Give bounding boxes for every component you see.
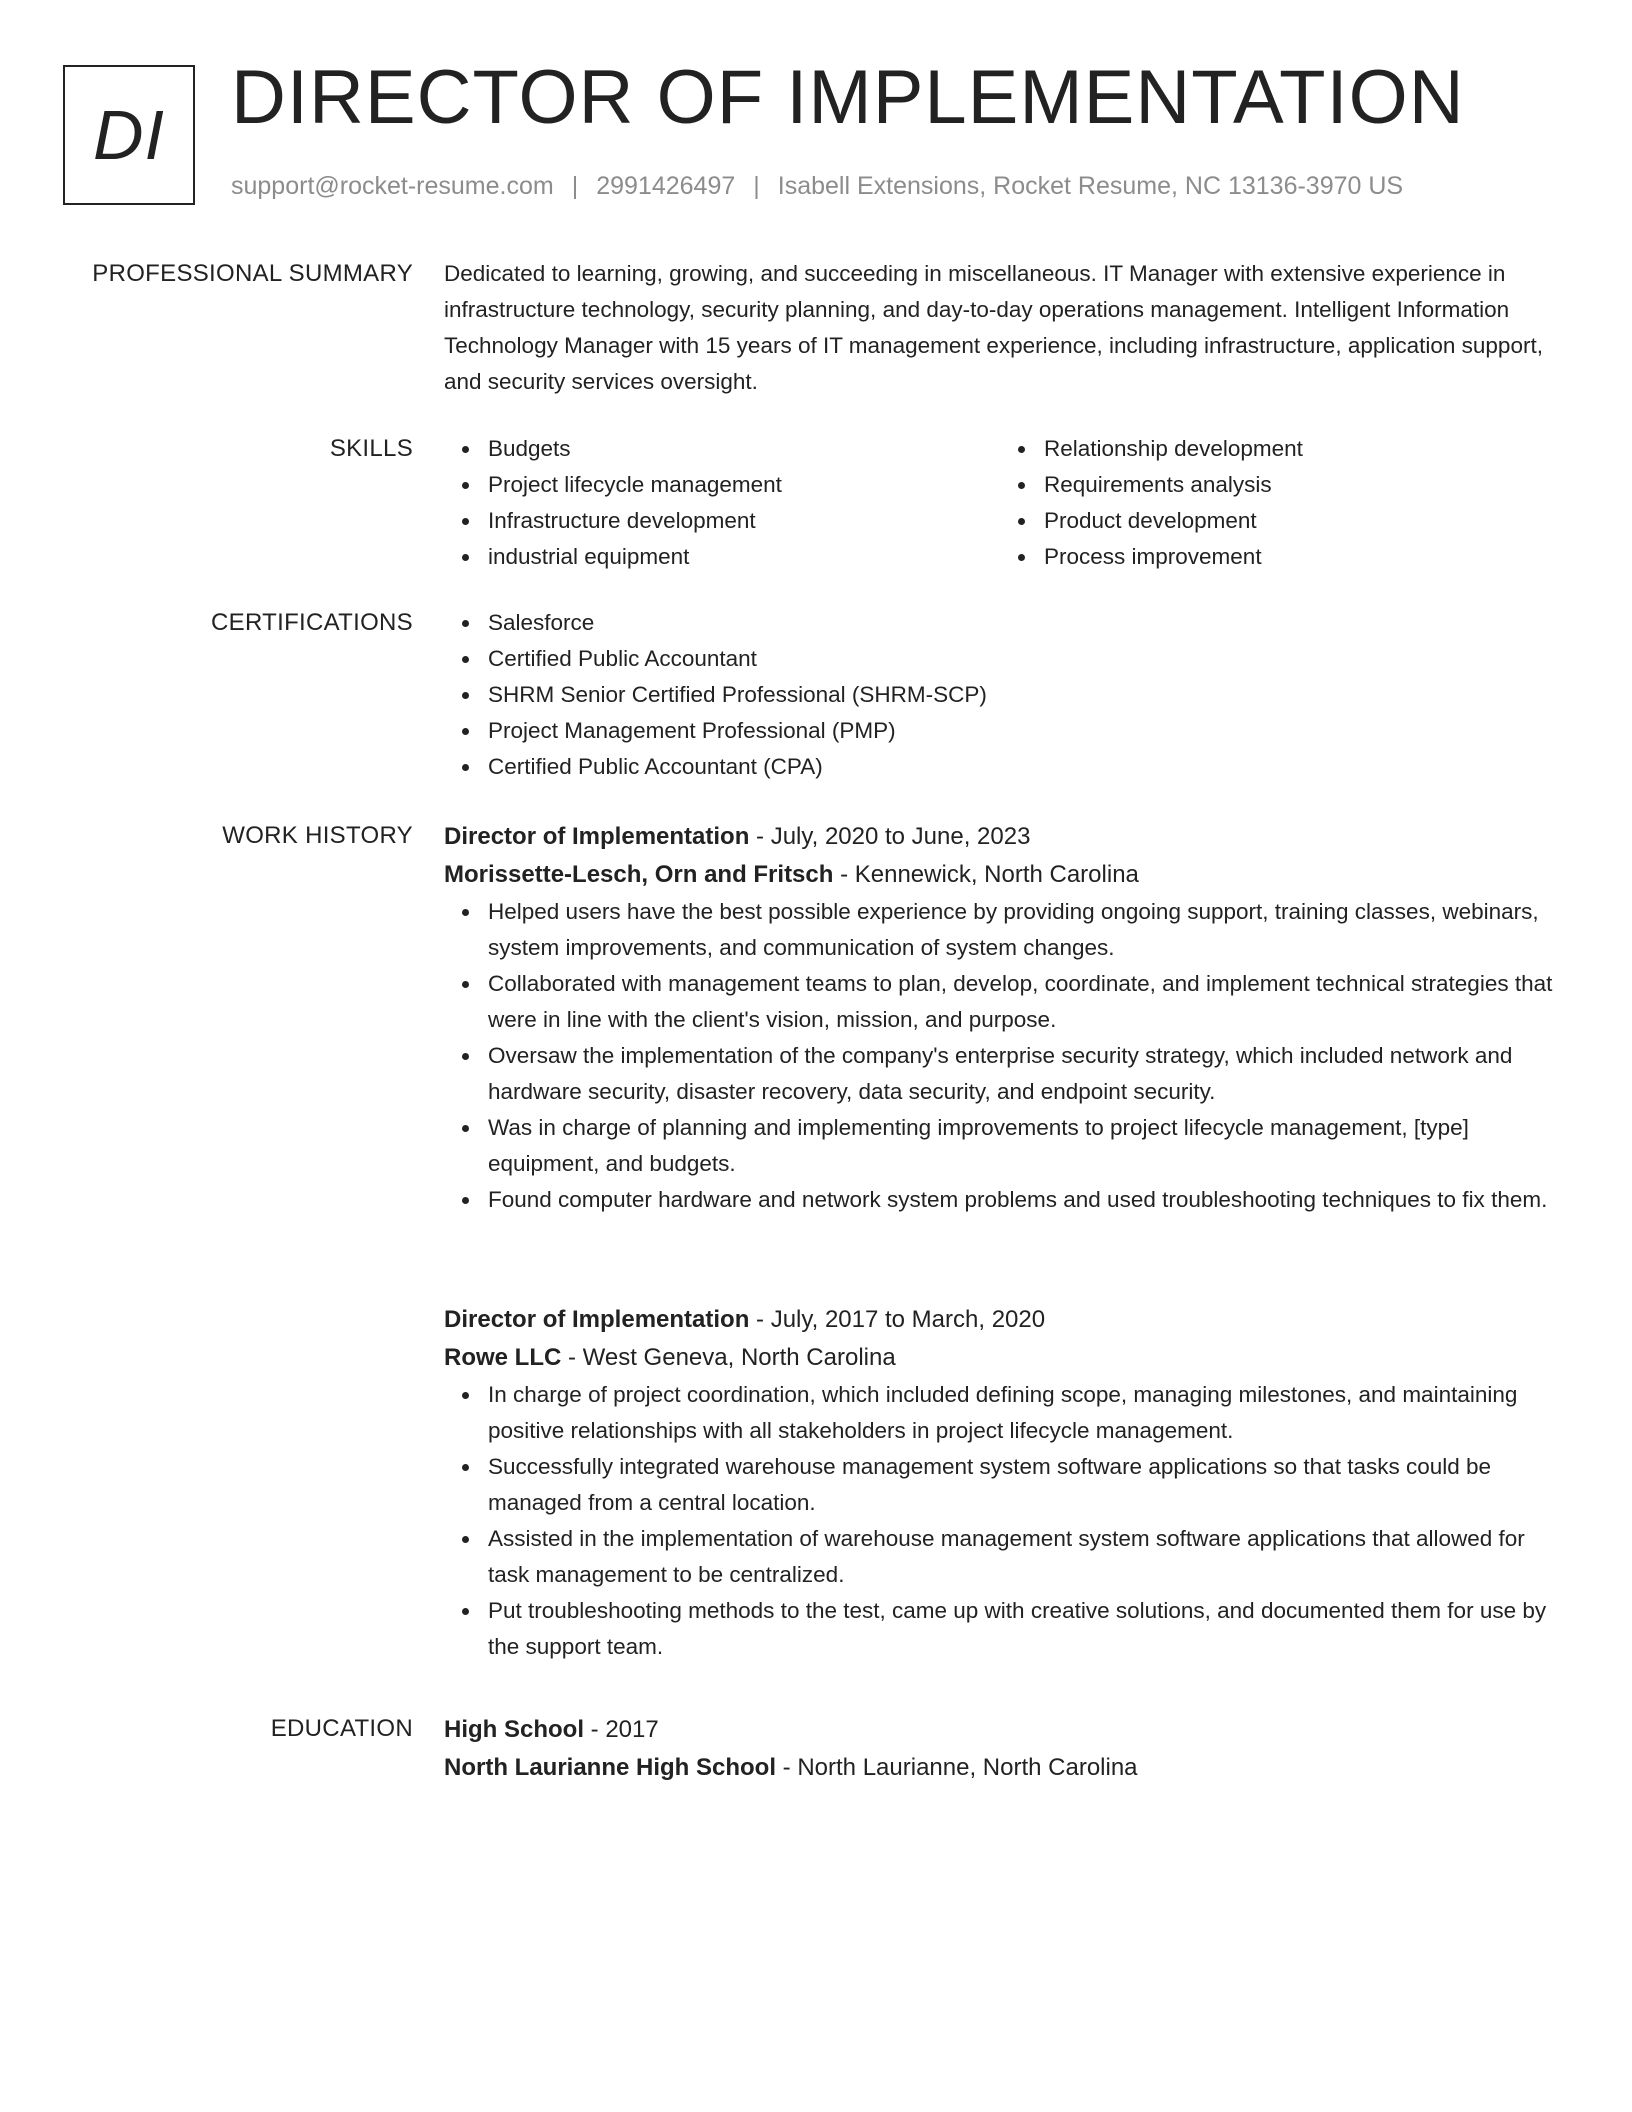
work-history-content: [444, 818, 1556, 1218]
job-bullet: Put troubleshooting methods to the test, came up with creative solutions, and documented them for use by the support team.: [488, 1593, 1556, 1665]
page-title: DIRECTOR OF IMPLEMENTATION: [231, 55, 1465, 140]
contact-address: Isabell Extensions, Rocket Resume, NC 13136-3970 US: [777, 172, 1404, 200]
job-dates: - July, 2017 to March, 2020: [749, 1306, 1046, 1333]
work-history-content-2: [444, 1301, 1556, 1665]
certification-item: Certified Public Accountant: [488, 641, 1556, 677]
education-degree-line: [444, 1711, 1556, 1749]
section-label-education: EDUCATION: [270, 1715, 413, 1742]
skills-list-right: [1000, 431, 1556, 575]
job-bullet: Successfully integrated warehouse management system software applications so that tasks could be managed from a central location.: [488, 1449, 1556, 1521]
skill-item: Product development: [1044, 503, 1556, 539]
job-location: - West Geneva, North Carolina: [561, 1344, 896, 1371]
job-company-line: [444, 856, 1556, 894]
contact-line: [231, 172, 1403, 201]
contact-email: support@rocket-resume.com: [231, 172, 554, 200]
contact-separator: |: [571, 172, 579, 200]
section-label-certifications: CERTIFICATIONS: [211, 609, 413, 636]
skill-item: Process improvement: [1044, 539, 1556, 575]
skill-item: Infrastructure development: [488, 503, 1000, 539]
job-bullet: Found computer hardware and network system problems and used troubleshooting techniques to fix them.: [488, 1182, 1556, 1218]
contact-separator: |: [753, 172, 760, 200]
job-bullet: Assisted in the implementation of warehouse management system software applications that allowed for task management to be centralized.: [488, 1521, 1556, 1593]
job-title-line: [444, 818, 1556, 856]
skill-item: industrial equipment: [488, 539, 1000, 575]
skill-item: Relationship development: [1044, 431, 1556, 467]
education-location: - North Laurianne, North Carolina: [776, 1754, 1138, 1781]
summary-content: [444, 256, 1556, 400]
certification-item: SHRM Senior Certified Professional (SHRM-SCP): [488, 677, 1556, 713]
job-entry: [444, 1301, 1556, 1665]
education-school: North Laurianne High School: [444, 1754, 777, 1781]
job-bullet: Collaborated with management teams to plan, develop, coordinate, and implement technical strategies that were in line with the client's vision, mission, and purpose.: [488, 966, 1556, 1038]
certifications-list: [444, 605, 1556, 785]
education-content: [444, 1711, 1556, 1787]
job-title: Director of Implementation: [444, 823, 750, 850]
job-bullet: Was in charge of planning and implementing improvements to project lifecycle management, [type] equipment, and budgets.: [488, 1110, 1556, 1182]
section-label-summary: PROFESSIONAL SUMMARY: [92, 260, 413, 287]
job-company-line: [444, 1339, 1556, 1377]
education-year: - 2017: [584, 1716, 659, 1743]
skills-list-left: [444, 431, 1000, 575]
job-bullet: Oversaw the implementation of the company's enterprise security strategy, which included network and hardware security, disaster recovery, data security, and endpoint security.: [488, 1038, 1556, 1110]
summary-text: Dedicated to learning, growing, and succeeding in miscellaneous. IT Manager with extensive experience in infrastructure technology, security planning, and day-to-day operations management. Intelligent Information Technology Manager with 15 years of IT management experience, including infrastructure, application support, and security services oversight.: [444, 261, 1543, 394]
section-label-skills: SKILLS: [329, 435, 413, 462]
job-bullets: [444, 894, 1556, 1218]
skill-item: Project lifecycle management: [488, 467, 1000, 503]
skill-item: Budgets: [488, 431, 1000, 467]
job-title: Director of Implementation: [444, 1306, 750, 1333]
education-degree: High School: [444, 1716, 584, 1743]
job-location: - Kennewick, North Carolina: [833, 861, 1139, 888]
job-dates: - July, 2020 to June, 2023: [749, 823, 1031, 850]
certification-item: Salesforce: [488, 605, 1556, 641]
skill-item: Requirements analysis: [1044, 467, 1556, 503]
job-bullet: In charge of project coordination, which included defining scope, managing milestones, and maintaining positive relationships with all stakeholders in project lifecycle management.: [488, 1377, 1556, 1449]
job-title-line: [444, 1301, 1556, 1339]
job-company: Rowe LLC: [444, 1344, 562, 1371]
section-label-work-history: WORK HISTORY: [222, 822, 413, 849]
certifications-content: [444, 605, 1556, 785]
job-bullet: Helped users have the best possible experience by providing ongoing support, training classes, webinars, system improvements, and communication of system changes.: [488, 894, 1556, 966]
education-school-line: [444, 1749, 1556, 1787]
job-entry: [444, 818, 1556, 1218]
skills-content: [444, 431, 1556, 575]
certification-item: Certified Public Accountant (CPA): [488, 749, 1556, 785]
contact-phone: 2991426497: [596, 172, 736, 200]
monogram-badge: DI: [63, 65, 195, 205]
certification-item: Project Management Professional (PMP): [488, 713, 1556, 749]
job-company: Morissette-Lesch, Orn and Fritsch: [444, 861, 834, 888]
job-bullets: [444, 1377, 1556, 1665]
